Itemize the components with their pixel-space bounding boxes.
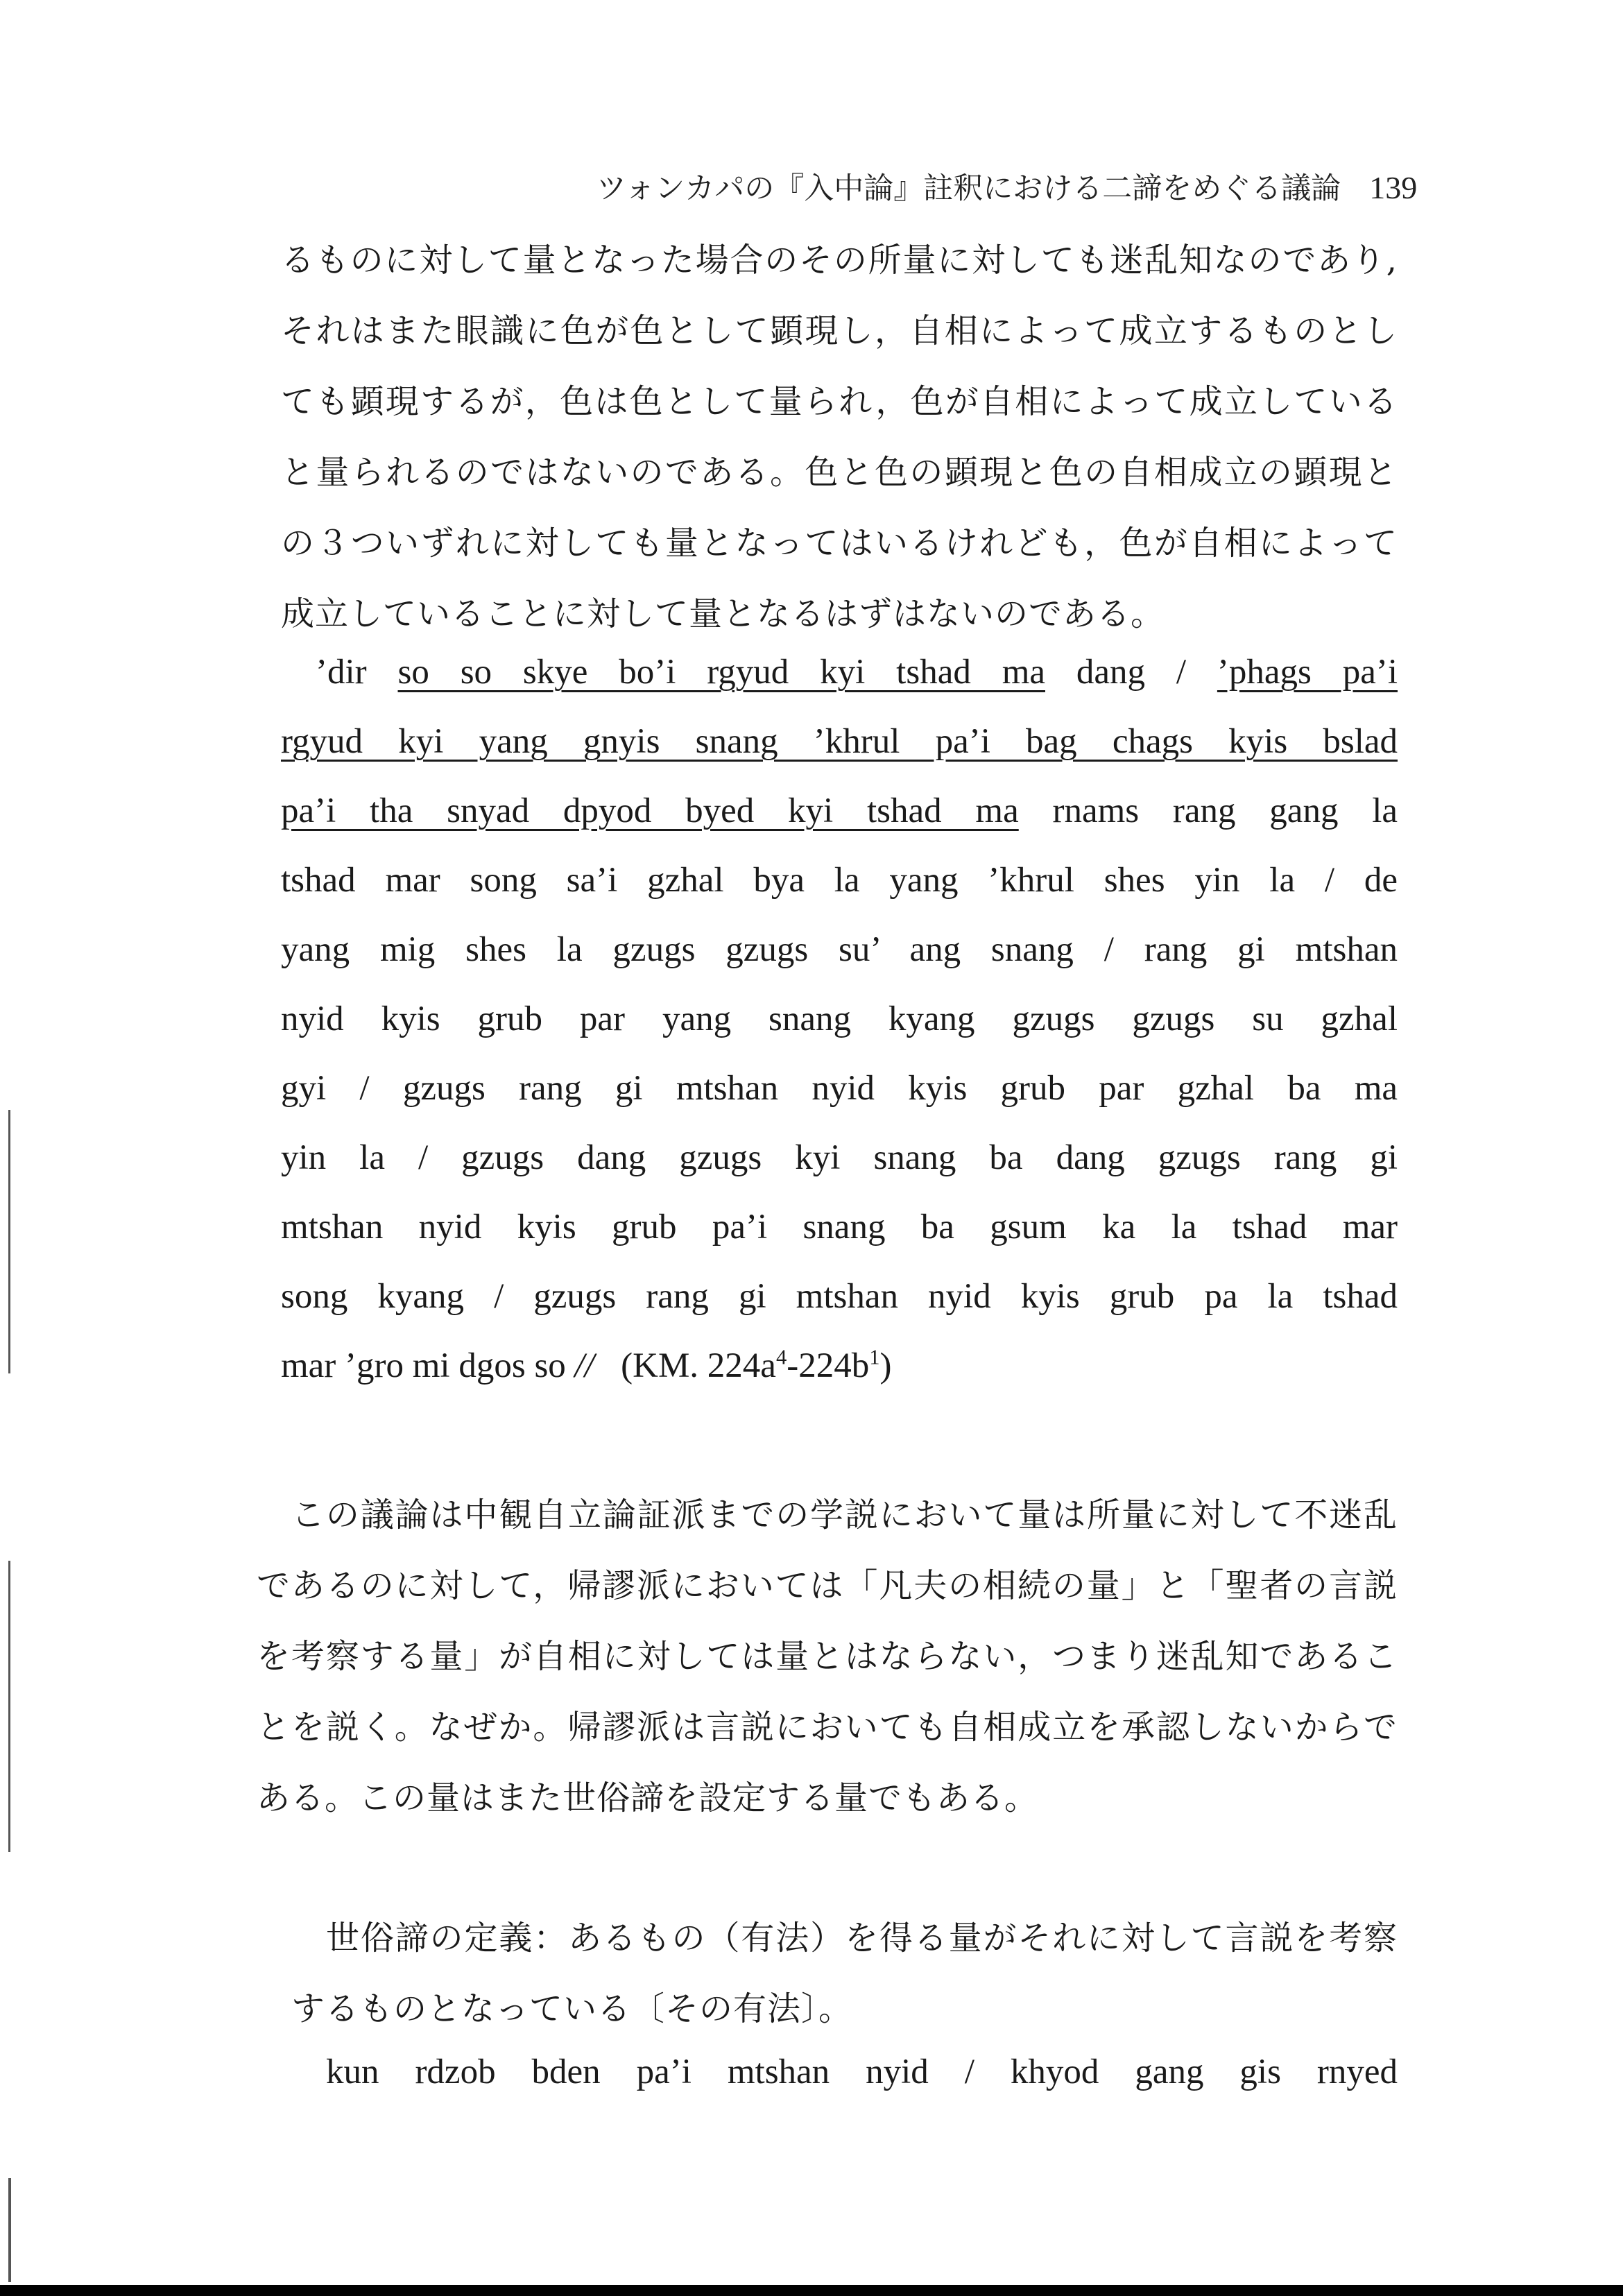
- tib1-line-3: [281, 791, 1398, 831]
- para1-line-3: ても顕現するが，色は色として量られ，色が自相によって成立している: [281, 382, 1398, 421]
- tib1-line-2: [281, 721, 1398, 762]
- tib1-underlined: so so skye bo’i rgyud kyi tshad ma: [397, 653, 1045, 692]
- tib1-underlined: ’phags pa’i: [1217, 653, 1398, 692]
- tib1-line-7: gyi / gzugs rang gi mtshan nyid kyis grub par gzhal ba ma: [281, 1069, 1398, 1108]
- para2-line-4: とを説く。なぜか。帰謬派は言説においても自相成立を承認しないからで: [257, 1708, 1398, 1747]
- para1-line-4: と量られるのではないのである。色と色の顕現と色の自相成立の顕現と: [281, 453, 1398, 492]
- para2-line-3: を考察する量」が自相に対しては量とはならない，つまり迷乱知であるこ: [257, 1637, 1398, 1676]
- tib1-line-11: [281, 1346, 1398, 1386]
- para1-line-5: の３ついずれに対しても量となってはいるけれども，色が自相によって: [281, 524, 1398, 563]
- tib1-line-4: tshad mar song sa’i gzhal bya la yang ’khrul shes yin la / de: [281, 861, 1398, 900]
- para2-line-1: この議論は中観自立論証派までの学説において量は所量に対して不迷乱: [291, 1496, 1398, 1534]
- tib1-text: ’dir: [316, 653, 367, 692]
- tib1-underlined: rgyud kyi yang gnyis snang ’khrul pa’i bag chags kyis bslad: [281, 722, 1398, 761]
- tib1-line-10: song kyang / gzugs rang gi mtshan nyid kyis grub pa la tshad: [281, 1277, 1398, 1316]
- definition-line-2: するものとなっている〔その有法〕。: [291, 1989, 853, 2028]
- tib1-text: rnams rang gang la: [1052, 791, 1398, 830]
- para2-line-5: ある。この量はまた世俗諦を設定する量でもある。: [257, 1779, 1039, 1817]
- definition-line-1: 世俗諦の定義：あるもの（有法）を得る量がそれに対して言説を考察: [326, 1919, 1398, 1957]
- tib1-line-1: [316, 652, 1398, 692]
- running-header: [596, 165, 1418, 207]
- para1-line-2: それはまた眼識に色が色として顕現し，自相によって成立するものとし: [281, 311, 1398, 350]
- tib1-line-5: yang mig shes la gzugs gzugs su’ ang snang / rang gi mtshan: [281, 930, 1398, 969]
- scan-margin-mark: [8, 1110, 10, 1373]
- tib1-line-6: nyid kyis grub par yang snang kyang gzugs gzugs su gzhal: [281, 1000, 1398, 1038]
- tib1-line-9: mtshan nyid kyis grub pa’i snang ba gsum ka la tshad mar: [281, 1208, 1398, 1246]
- citation: (KM. $224a^4-224b^1$): [621, 1345, 892, 1385]
- scan-bottom-edge: [0, 2285, 1623, 2296]
- scan-margin-mark: [8, 2178, 11, 2282]
- page-number: 139: [1369, 170, 1418, 205]
- tib1-text: mar ’gro mi dgos so: [281, 1346, 566, 1385]
- tib1-text: dang /: [1076, 653, 1187, 692]
- para1-line-6: 成立していることに対して量となるはずはないのである。: [281, 594, 1165, 633]
- scan-margin-mark: [8, 1561, 10, 1852]
- tib1-underlined: pa’i tha snyad dpyod byed kyi tshad ma: [281, 791, 1019, 830]
- tib1-end-mark: //: [574, 1346, 594, 1385]
- tib1-line-8: yin la / gzugs dang gzugs kyi snang ba dang gzugs rang gi: [281, 1138, 1398, 1177]
- para2-line-2: であるのに対して，帰謬派においては「凡夫の相続の量」と「聖者の言説: [257, 1566, 1398, 1605]
- tib2-line-1: kun rdzob bden pa’i mtshan nyid / khyod gang gis rnyed: [326, 2053, 1398, 2091]
- running-title: ツォンカパの『入中論』註釈における二諦をめぐる議論: [596, 171, 1341, 206]
- para1-line-1: るものに対して量となった場合のその所量に対しても迷乱知なのであり,: [281, 241, 1398, 280]
